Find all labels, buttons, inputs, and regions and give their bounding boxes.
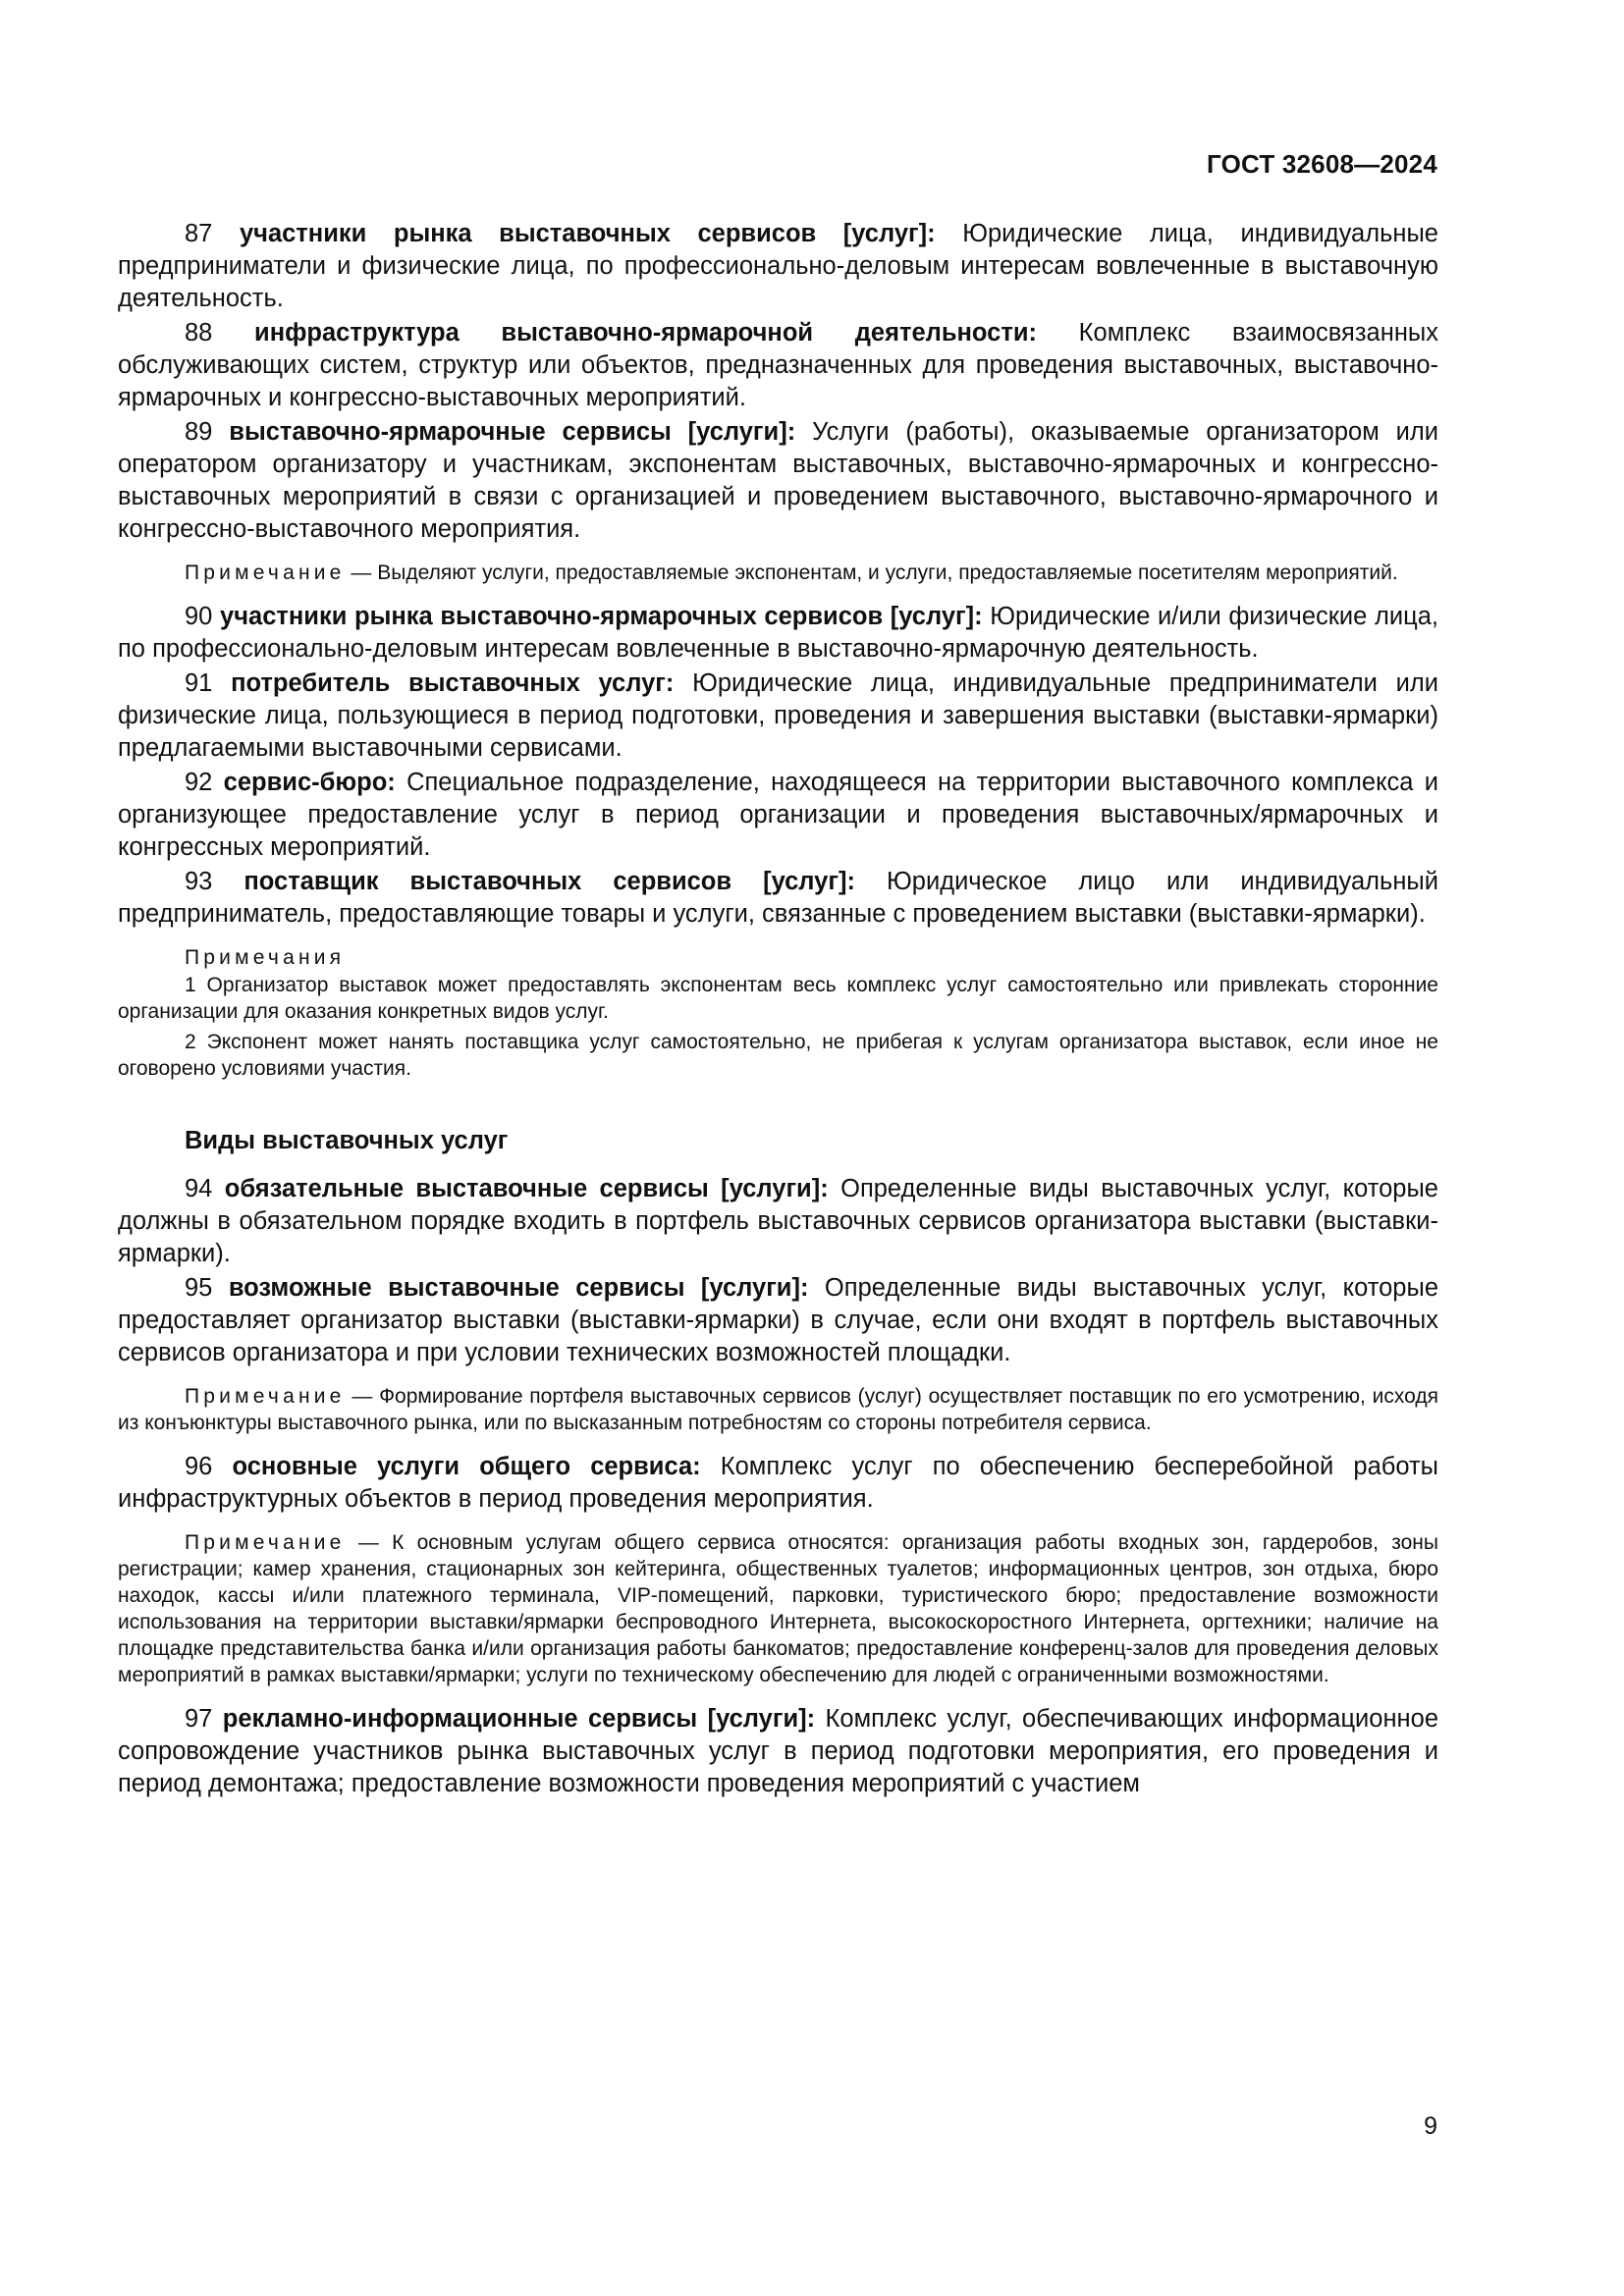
note-dash: — (357, 1531, 379, 1554)
term-title: потребитель выставочных услуг: (231, 669, 675, 697)
term-definition: Юридические лица, индивидуальные предприниматели и физические лица, по профессионально-деловым интересам вовлеченные в выставочную деятельность. (118, 220, 1438, 312)
term-definition: Услуги (работы), оказываемые организатором или оператором организатору и участникам, экспонентам выставочных, выставочно-ярмарочных и конгрессно-выставочных мероприятий в связи с организацией и проведением выставочного, выставочно-ярмарочного и конгрессно-выставочного мероприятия. (118, 418, 1438, 543)
term-definition: Определенные виды выставочных услуг, которые предоставляет организатор выставки (выставки-ярмарки) в случае, если они входят в портфель выставочных сервисов организатора и при условии технических возможностей площадки. (118, 1274, 1438, 1366)
note-label: Примечание (185, 1385, 346, 1408)
note-96 (118, 1529, 1438, 1688)
term-89 (118, 416, 1438, 546)
term-definition: Комплекс взаимосвязанных обслуживающих систем, структур или объектов, предназначенных для проведения выставочных, выставочно-ярмарочных и конгрессно-выставочных мероприятий. (118, 319, 1438, 411)
term-97 (118, 1703, 1438, 1800)
term-95 (118, 1272, 1438, 1369)
term-number: 95 (185, 1274, 213, 1302)
section-heading: Виды выставочных услуг (185, 1127, 509, 1154)
term-number: 87 (185, 220, 213, 247)
term-number: 91 (185, 669, 213, 697)
page-number: 9 (1424, 2112, 1437, 2140)
note-text: Формирование портфеля выставочных сервисов (услуг) осуществляет поставщик по его усмотрению, исходя из конъюнктуры выставочного рынка, или по высказанным потребностям со стороны потребителя сервиса. (118, 1385, 1438, 1434)
term-number: 88 (185, 319, 213, 347)
term-title: поставщик выставочных сервисов [услуг]: (244, 868, 855, 895)
term-definition: Комплекс услуг, обеспечивающих информационное сопровождение участников рынка выставочных услуг в период подготовки мероприятия, его проведения и период демонтажа; предоставление возможности проведения мероприятий с участием (118, 1705, 1438, 1797)
note-text: Выделяют услуги, предоставляемые экспонентам, и услуги, предоставляемые посетителям мероприятий. (377, 561, 1398, 584)
term-92 (118, 767, 1438, 864)
page-content (118, 218, 1438, 1802)
standard-designation: ГОСТ 32608—2024 (1207, 149, 1437, 179)
term-number: 89 (185, 418, 213, 446)
term-number: 90 (185, 603, 213, 630)
term-title: участники рынка выставочно-ярмарочных сервисов [услуг]: (220, 603, 983, 630)
term-90 (118, 601, 1438, 666)
term-87 (118, 218, 1438, 315)
term-definition: Юридические и/или физические лица, по профессионально-деловым интересам вовлеченные в выставочно-ярмарочную деятельность. (118, 603, 1438, 663)
term-96 (118, 1451, 1438, 1516)
term-93 (118, 866, 1438, 931)
term-number: 97 (185, 1705, 213, 1733)
notes-label: Примечания (185, 946, 346, 969)
term-number: 92 (185, 769, 213, 796)
term-94 (118, 1173, 1438, 1270)
term-number: 93 (185, 868, 213, 895)
term-title: основные услуги общего сервиса: (232, 1453, 701, 1480)
term-title: выставочно-ярмарочные сервисы [услуги]: (229, 418, 796, 446)
term-definition: Специальное подразделение, находящееся на территории выставочного комплекса и организующее предоставление услуг в период организации и проведения выставочных/ярмарочных и конгрессных мероприятий. (118, 769, 1438, 861)
term-definition: Определенные виды выставочных услуг, которые должны в обязательном порядке входить в портфель выставочных сервисов организатора выставки (выставки-ярмарки). (118, 1175, 1438, 1267)
term-title: рекламно-информационные сервисы [услуги]: (222, 1705, 816, 1733)
term-91 (118, 667, 1438, 765)
term-88 (118, 317, 1438, 414)
note-item-1: 1 Организатор выставок может предоставлять экспонентам весь комплекс услуг самостоятельно или привлекать сторонние организации для оказания конкретных видов услуг. (118, 974, 1438, 1023)
note-dash: — (352, 1385, 373, 1408)
term-title: инфраструктура выставочно-ярмарочной деятельности: (254, 319, 1038, 347)
note-text: К основным услугам общего сервиса относятся: организация работы входных зон, гардеробов, зоны регистрации; камер хранения, стационарных зон кейтеринга, общественных туалетов; информационных центров, зон отдыха, бюро находок, кассы и/или платежного терминала, VIP-помещений, парковки, туристического бюро; предоставление возможности использования на территории выставки/ярмарки беспроводного Интернета, высокоскоростного Интернета, оргтехники; наличие на площадке представительства банка и/или организация работы банкоматов; предоставление конференц-залов для проведения деловых мероприятий в рамках выставки/ярмарки; услуги по техническому обеспечению для людей с ограниченными возможностями. (118, 1531, 1438, 1686)
note-95 (118, 1383, 1438, 1436)
note-label: Примечание (185, 1531, 346, 1554)
term-title: участники рынка выставочных сервисов [услуг]: (239, 220, 936, 247)
notes-heading (118, 944, 1438, 972)
term-number: 94 (185, 1175, 213, 1202)
term-definition: Юридическое лицо или индивидуальный предприниматель, предоставляющие товары и услуги, связанные с проведением выставки (выставки-ярмарки). (118, 868, 1438, 928)
term-number: 96 (185, 1453, 213, 1480)
note-label: Примечание (185, 561, 346, 584)
term-title: сервис-бюро: (223, 769, 396, 796)
term-title: возможные выставочные сервисы [услуги]: (228, 1274, 809, 1302)
note-item-2: 2 Экспонент может нанять поставщика услуг самостоятельно, не прибегая к услугам организатора выставок, если иное не оговорено условиями участия. (118, 1031, 1438, 1080)
note-89 (118, 560, 1438, 586)
note-dash: — (351, 561, 372, 584)
term-definition: Юридические лица, индивидуальные предприниматели или физические лица, пользующиеся в период подготовки, проведения и завершения выставки (выставки-ярмарки) предлагаемыми выставочными сервисами. (118, 669, 1438, 762)
term-title: обязательные выставочные сервисы [услуги]: (224, 1175, 829, 1202)
term-definition: Комплекс услуг по обеспечению бесперебойной работы инфраструктурных объектов в период проведения мероприятия. (118, 1453, 1438, 1513)
